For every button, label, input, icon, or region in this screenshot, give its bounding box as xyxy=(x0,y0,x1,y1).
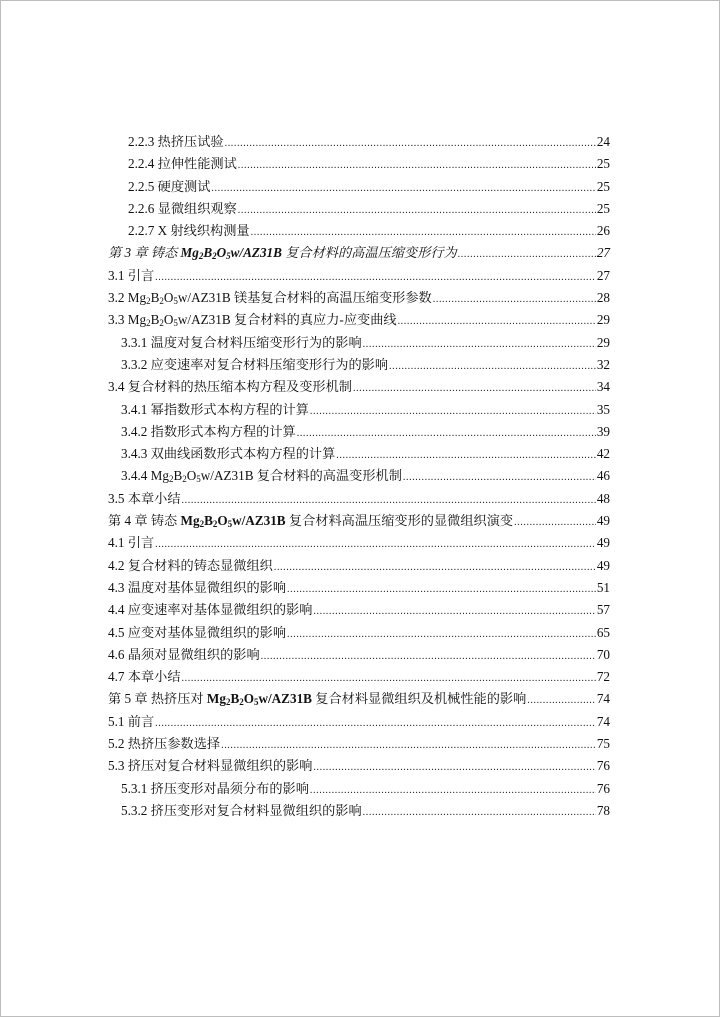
toc-entry-page: 70 xyxy=(596,646,610,662)
toc-entry-page: 42 xyxy=(596,446,610,462)
leader-dots xyxy=(182,490,596,512)
leader-dots xyxy=(274,557,596,579)
toc-entry[interactable] xyxy=(108,443,610,465)
leader-dots xyxy=(353,378,596,400)
toc-entry[interactable] xyxy=(108,622,610,644)
leader-dots xyxy=(336,445,596,467)
leader-dots xyxy=(527,690,596,712)
toc-entry-label: 3.4.3 双曲线函数形式本构方程的计算 xyxy=(121,446,336,462)
toc-entry-label: 3.3.1 温度对复合材料压缩变形行为的影响 xyxy=(121,334,362,350)
toc-entry-label: 5.2 热挤压参数选择 xyxy=(108,736,221,752)
toc-entry-page: 29 xyxy=(596,312,610,328)
toc-entry-page: 74 xyxy=(596,713,610,729)
toc-entry-label: 5.1 前言 xyxy=(108,713,155,729)
toc-entry-label: 5.3.1 挤压变形对晶须分布的影响 xyxy=(121,780,309,796)
leader-dots xyxy=(238,200,596,222)
toc-entry[interactable] xyxy=(108,755,610,777)
toc-entry-page: 25 xyxy=(596,178,610,194)
toc-entry-label: 3.5 本章小结 xyxy=(108,490,181,506)
toc-entry[interactable] xyxy=(108,131,610,153)
toc-entry-label: 第 5 章 热挤压对 $Mg_2B_2O_5w/AZ31B$ 复合材料显微组织及机械性能的影响 xyxy=(108,691,527,708)
table-of-contents xyxy=(108,131,610,822)
toc-entry-label: 第 3 章 铸态 $Mg_2B_2O_5w/AZ31B$ 复合材料的高温压缩变形行为 xyxy=(108,245,457,262)
toc-entry-page: 51 xyxy=(596,579,610,595)
toc-entry[interactable] xyxy=(108,265,610,287)
toc-entry-page: 48 xyxy=(596,490,610,506)
toc-entry-page: 32 xyxy=(596,356,610,372)
toc-entry[interactable] xyxy=(108,577,610,599)
toc-entry-label: 2.2.5 硬度测试 xyxy=(128,178,211,194)
leader-dots xyxy=(313,601,595,623)
leader-dots xyxy=(398,311,596,333)
toc-entry[interactable] xyxy=(108,599,610,621)
leader-dots xyxy=(514,512,596,534)
toc-entry-label: 4.1 引言 xyxy=(108,535,155,551)
toc-entry-page: 74 xyxy=(596,691,610,707)
toc-entry-label: 3.4 复合材料的热压缩本构方程及变形机制 xyxy=(108,379,352,395)
leader-dots xyxy=(155,713,596,735)
leader-dots xyxy=(389,356,596,378)
toc-entry-label: 4.6 晶须对显微组织的影响 xyxy=(108,646,260,662)
toc-entry-label: 2.2.4 拉伸性能测试 xyxy=(128,156,237,172)
toc-entry-label: 4.7 本章小结 xyxy=(108,669,181,685)
leader-dots xyxy=(313,757,595,779)
leader-dots xyxy=(182,668,596,690)
leader-dots xyxy=(261,646,596,668)
leader-dots xyxy=(403,467,596,489)
leader-dots xyxy=(363,802,596,824)
leader-dots xyxy=(363,334,596,356)
toc-entry-page: 24 xyxy=(596,134,610,149)
leader-dots xyxy=(287,579,596,601)
toc-entry[interactable] xyxy=(108,354,610,376)
toc-entry[interactable] xyxy=(108,176,610,198)
toc-chapter-entry[interactable] xyxy=(108,242,610,264)
toc-entry-page: 34 xyxy=(596,379,610,395)
toc-entry-page: 29 xyxy=(596,334,610,350)
toc-entry[interactable] xyxy=(108,800,610,822)
toc-entry[interactable] xyxy=(108,332,610,354)
toc-entry[interactable] xyxy=(108,733,610,755)
toc-entry-page: 25 xyxy=(596,200,610,216)
toc-entry[interactable] xyxy=(108,153,610,175)
toc-entry-label: 3.2 $Mg_2B_2O_5w/AZ31B$ 镁基复合材料的高温压缩变形参数 xyxy=(108,290,432,307)
leader-dots xyxy=(221,735,596,757)
toc-entry[interactable] xyxy=(108,309,610,331)
toc-entry-label: 3.4.1 幂指数形式本构方程的计算 xyxy=(121,401,309,417)
toc-entry-label: 第 4 章 铸态 $Mg_2B_2O_5w/AZ31B$ 复合材料高温压缩变形的显微组织演变 xyxy=(108,513,514,530)
toc-entry[interactable] xyxy=(108,644,610,666)
toc-entry[interactable] xyxy=(108,220,610,242)
toc-entry-page: 26 xyxy=(596,223,610,239)
toc-entry-label: 2.2.6 显微组织观察 xyxy=(128,200,237,216)
toc-entry-label: 5.3 挤压对复合材料显微组织的影响 xyxy=(108,758,313,774)
leader-dots xyxy=(211,178,595,200)
toc-entry-page: 25 xyxy=(596,156,610,172)
toc-entry[interactable] xyxy=(108,488,610,510)
leader-dots xyxy=(251,222,596,244)
toc-entry-label: 3.3 $Mg_2B_2O_5w/AZ31B$ 复合材料的真应力-应变曲线 xyxy=(108,312,397,329)
toc-entry[interactable] xyxy=(108,711,610,733)
toc-entry-page: 57 xyxy=(596,602,610,618)
leader-dots xyxy=(458,244,596,266)
leader-dots xyxy=(433,289,596,311)
toc-entry[interactable] xyxy=(108,465,610,487)
toc-entry-label: 5.3.2 挤压变形对复合材料显微组织的影响 xyxy=(121,802,362,818)
toc-entry-label: 3.1 引言 xyxy=(108,267,155,283)
toc-entry-label: 4.2 复合材料的铸态显微组织 xyxy=(108,557,273,573)
toc-entry-page: 27 xyxy=(596,267,610,283)
toc-entry-page: 28 xyxy=(596,290,610,306)
toc-entry[interactable] xyxy=(108,287,610,309)
leader-dots xyxy=(287,624,596,646)
toc-entry[interactable] xyxy=(108,778,610,800)
toc-entry-page: 49 xyxy=(596,535,610,551)
toc-chapter-entry[interactable] xyxy=(108,510,610,532)
toc-entry-label: 2.2.7 X 射线织构测量 xyxy=(128,223,250,239)
toc-entry[interactable] xyxy=(108,421,610,443)
toc-entry-page: 49 xyxy=(596,513,610,529)
leader-dots xyxy=(310,780,596,802)
toc-entry[interactable] xyxy=(108,666,610,688)
toc-entry[interactable] xyxy=(108,555,610,577)
leader-dots xyxy=(238,155,596,177)
toc-entry-page: 75 xyxy=(596,736,610,752)
toc-entry-page: 35 xyxy=(596,401,610,417)
toc-entry-page: 76 xyxy=(596,758,610,774)
toc-entry-page: 27 xyxy=(596,245,610,261)
toc-entry[interactable] xyxy=(108,399,610,421)
toc-entry-label: 2.2.3 热挤压试验 xyxy=(128,134,224,149)
leader-dots xyxy=(310,401,596,423)
toc-entry-label: 4.5 应变对基体显微组织的影响 xyxy=(108,624,287,640)
leader-dots xyxy=(155,534,596,556)
toc-entry-page: 78 xyxy=(596,802,610,818)
toc-entry-page: 46 xyxy=(596,468,610,484)
leader-dots xyxy=(297,423,596,445)
toc-entry-page: 65 xyxy=(596,624,610,640)
toc-entry-page: 49 xyxy=(596,557,610,573)
toc-entry-label: 3.3.2 应变速率对复合材料压缩变形行为的影响 xyxy=(121,356,389,372)
toc-entry-label: 3.4.2 指数形式本构方程的计算 xyxy=(121,423,296,439)
toc-entry-page: 72 xyxy=(596,669,610,685)
toc-entry-label: 4.3 温度对基体显微组织的影响 xyxy=(108,579,287,595)
toc-entry-label: 4.4 应变速率对基体显微组织的影响 xyxy=(108,602,313,618)
toc-entry-page: 39 xyxy=(596,423,610,439)
toc-chapter-entry[interactable] xyxy=(108,688,610,710)
leader-dots xyxy=(225,133,596,155)
toc-entry[interactable] xyxy=(108,376,610,398)
toc-entry-label: 3.4.4 $Mg_2B_2O_5w/AZ31B$ 复合材料的高温变形机制 xyxy=(121,468,402,485)
leader-dots xyxy=(155,267,596,289)
toc-entry-page: 76 xyxy=(596,780,610,796)
toc-entry[interactable] xyxy=(108,198,610,220)
toc-entry[interactable] xyxy=(108,532,610,554)
